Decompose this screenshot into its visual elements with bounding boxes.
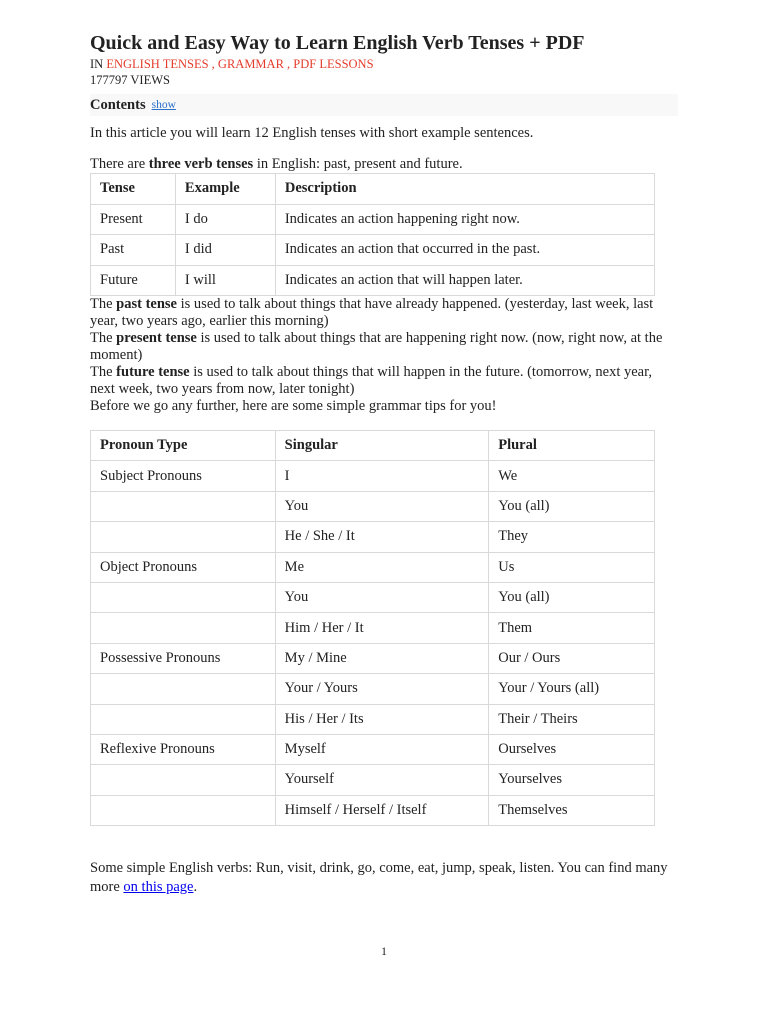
explanation-future <box>90 364 680 398</box>
table-cell: They <box>489 522 655 552</box>
view-count: 177797 VIEWS <box>90 73 170 87</box>
table-cell: Me <box>275 552 489 582</box>
pronouns-table-wrapper <box>90 430 680 826</box>
table-cell <box>91 582 276 612</box>
table-cell: You <box>275 582 489 612</box>
table-row <box>91 265 655 296</box>
pronouns-table <box>90 430 655 826</box>
intro-text: There are <box>90 156 149 172</box>
explanation-past <box>90 296 680 330</box>
table-cell: Object Pronouns <box>91 552 276 582</box>
category-link-grammar[interactable]: GRAMMAR <box>217 57 284 71</box>
table-cell: Subject Pronouns <box>91 461 276 491</box>
page-title: Quick and Easy Way to Learn English Verb Tenses + PDF <box>90 32 585 54</box>
table-header-row <box>91 431 655 461</box>
explanation-text: The <box>90 364 117 380</box>
table-cell: Possessive Pronouns <box>91 643 276 673</box>
explanation-text: is used to talk about things that will happen in the future. (tomorrow, next year, next week, two years from now, later tonight) <box>90 364 652 397</box>
table-header-cell: Plural <box>489 431 655 461</box>
table-cell <box>91 491 276 521</box>
explanation-text: The <box>90 296 117 312</box>
table-cell: I did <box>175 235 275 266</box>
table-cell: My / Mine <box>275 643 489 673</box>
table-cell: Present <box>91 204 176 235</box>
table-cell: Past <box>91 235 176 266</box>
table-row <box>91 795 655 825</box>
table-cell: Indicates an action that occurred in the past. <box>275 235 654 266</box>
table-row <box>91 204 655 235</box>
table-cell: Reflexive Pronouns <box>91 734 276 764</box>
on-this-page-link[interactable]: on this page <box>123 879 194 896</box>
explanation-text: is used to talk about things that are happening right now. (now, right now, at the moment) <box>90 330 663 363</box>
table-cell: Indicates an action that will happen later. <box>275 265 654 296</box>
tenses-table-wrapper <box>90 173 680 296</box>
table-cell: Him / Her / It <box>275 613 489 643</box>
table-cell <box>91 704 276 734</box>
table-row <box>91 674 655 704</box>
table-cell: His / Her / Its <box>275 704 489 734</box>
category-separator: , <box>208 57 218 71</box>
table-cell: You (all) <box>489 491 655 521</box>
table-row <box>91 613 655 643</box>
table-cell: Your / Yours <box>275 674 489 704</box>
table-header-cell: Description <box>275 174 654 205</box>
table-row <box>91 734 655 764</box>
table-cell: You (all) <box>489 582 655 612</box>
table-cell: Themselves <box>489 795 655 825</box>
table-cell: Myself <box>275 734 489 764</box>
table-cell: Your / Yours (all) <box>489 674 655 704</box>
table-row <box>91 552 655 582</box>
table-cell: Yourselves <box>489 765 655 795</box>
category-line <box>90 56 680 72</box>
explanation-text: The <box>90 330 117 346</box>
page-number: 1 <box>381 944 387 958</box>
table-cell <box>91 795 276 825</box>
verbs-end: . <box>193 879 198 896</box>
contents-show-toggle[interactable]: show <box>151 99 176 111</box>
table-cell: Our / Ours <box>489 643 655 673</box>
table-cell: Them <box>489 613 655 643</box>
table-row <box>91 522 655 552</box>
table-cell: I will <box>175 265 275 296</box>
table-cell <box>91 674 276 704</box>
intro-text: in English: past, present and future. <box>253 156 463 172</box>
table-row <box>91 704 655 734</box>
table-cell: We <box>489 461 655 491</box>
table-cell: I do <box>175 204 275 235</box>
tips-line: Before we go any further, here are some simple grammar tips for you! <box>90 398 497 414</box>
verbs-text: Some simple English verbs: Run, visit, drink, go, come, eat, jump, speak, listen. You can find many more <box>90 860 668 896</box>
table-row <box>91 765 655 795</box>
table-row <box>91 491 655 521</box>
table-cell <box>91 522 276 552</box>
table-row <box>91 643 655 673</box>
explanation-present <box>90 330 680 364</box>
table-cell: Ourselves <box>489 734 655 764</box>
tense-explanations <box>90 296 680 415</box>
table-cell <box>91 613 276 643</box>
category-link-english-tenses[interactable]: ENGLISH TENSES <box>106 57 209 71</box>
table-cell: Future <box>91 265 176 296</box>
explanation-bold: future tense <box>116 364 190 380</box>
table-cell <box>91 765 276 795</box>
table-cell: Yourself <box>275 765 489 795</box>
table-cell: Us <box>489 552 655 582</box>
table-header-row <box>91 174 655 205</box>
category-separator: , <box>283 57 294 71</box>
table-header-cell: Pronoun Type <box>91 431 276 461</box>
explanation-bold: present tense <box>116 330 197 346</box>
explanation-text: is used to talk about things that have already happened. (yesterday, last week, last year, two years ago, earlier this morning) <box>90 296 654 329</box>
article <box>90 30 680 897</box>
contents-label: Contents <box>90 96 146 113</box>
table-header-cell: Tense <box>91 174 176 205</box>
table-of-contents <box>90 94 678 116</box>
table-row <box>91 235 655 266</box>
table-header-cell: Singular <box>275 431 489 461</box>
category-link-pdf-lessons[interactable]: PDF LESSONS <box>293 57 374 71</box>
table-row <box>91 582 655 612</box>
explanation-bold: past tense <box>116 296 177 312</box>
table-cell: Himself / Herself / Itself <box>275 795 489 825</box>
tenses-table <box>90 173 655 296</box>
table-cell: Their / Theirs <box>489 704 655 734</box>
table-cell: I <box>275 461 489 491</box>
in-label: IN <box>90 57 104 71</box>
table-cell: You <box>275 491 489 521</box>
intro-paragraph: In this article you will learn 12 English tenses with short example sentences. <box>90 125 534 141</box>
table-cell: Indicates an action happening right now. <box>275 204 654 235</box>
table-row <box>91 461 655 491</box>
intro-tenses-line <box>90 156 680 173</box>
table-header-cell: Example <box>175 174 275 205</box>
intro-bold: three verb tenses <box>148 156 254 172</box>
table-cell: He / She / It <box>275 522 489 552</box>
verbs-paragraph <box>90 859 680 897</box>
